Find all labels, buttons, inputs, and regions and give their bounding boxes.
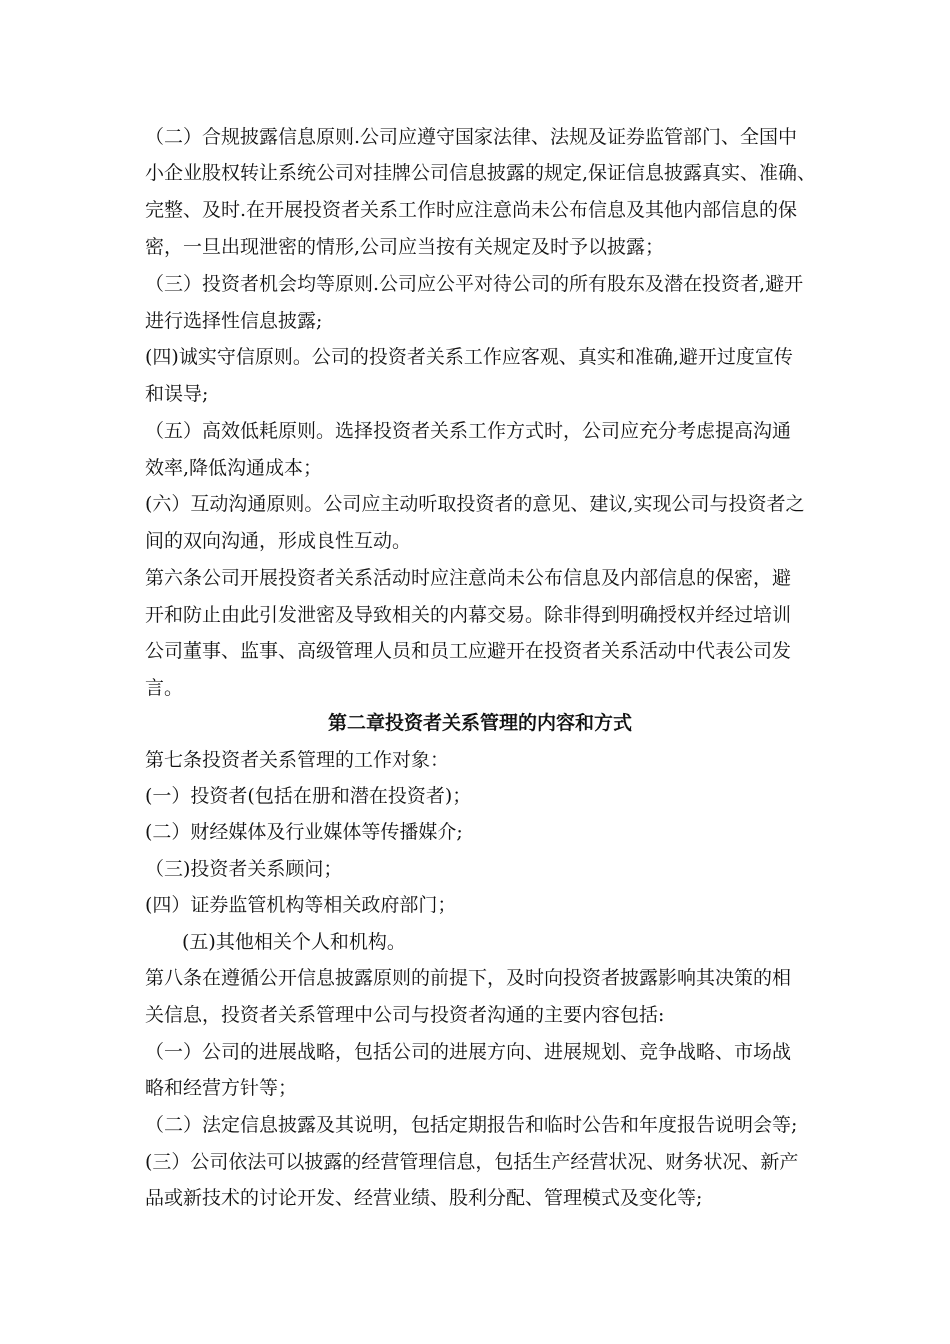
- paragraph-line: 进行选择性信息披露;: [145, 310, 323, 332]
- paragraph-line: 小企业股权转让系统公司对挂牌公司信息披露的规定,保证信息披露真实、准确、: [145, 162, 817, 184]
- paragraph-line: 和误导;: [145, 383, 209, 405]
- paragraph-line: (三）公司依法可以披露的经营管理信息，包括生产经营状况、财务状况、新产: [145, 1151, 799, 1173]
- paragraph-line: 第六条公司开展投资者关系活动时应注意尚未公布信息及内部信息的保密，避: [145, 567, 792, 589]
- paragraph-line: 效率,降低沟通成本；: [145, 457, 323, 479]
- paragraph-line: 关信息，投资者关系管理中公司与投资者沟通的主要内容包括:: [145, 1004, 665, 1026]
- paragraph-line: （二）法定信息披露及其说明，包括定期报告和临时公告和年度报告说明会等;: [145, 1114, 798, 1136]
- paragraph-line: (二）财经媒体及行业媒体等传播媒介;: [145, 821, 463, 843]
- paragraph-line: (五)其他相关个人和机构。: [182, 931, 406, 953]
- paragraph-line: 开和防止由此引发泄密及导致相关的内幕交易。除非得到明确授权并经过培训: [145, 604, 792, 626]
- paragraph-line: （三)投资者关系顾问；: [145, 858, 343, 880]
- paragraph-line: （三）投资者机会均等原则.公司应公平对待公司的所有股东及潜在投资者,避开: [145, 273, 804, 295]
- paragraph-line: 言。: [145, 677, 184, 699]
- paragraph-line: (四)诚实守信原则。公司的投资者关系工作应客观、真实和准确,避开过度宣传: [145, 346, 793, 368]
- paragraph-line: (一）投资者(包括在册和潜在投资者)；: [145, 785, 472, 807]
- paragraph-line: (四）证券监管机构等相关政府部门；: [145, 894, 457, 916]
- paragraph-line: （二）合规披露信息原则.公司应遵守国家法律、法规及证券监管部门、全国中: [145, 126, 798, 148]
- chapter-heading: 第二章投资者关系管理的内容和方式: [327, 712, 632, 734]
- paragraph-line: 完整、及时.在开展投资者关系工作时应注意尚未公布信息及其他内部信息的保: [145, 199, 798, 221]
- paragraph-line: (六）互动沟通原则。公司应主动听取投资者的意见、建议,实现公司与投资者之: [145, 493, 805, 515]
- paragraph-line: 品或新技术的讨论开发、经营业绩、股利分配、管理模式及变化等;: [145, 1187, 703, 1209]
- paragraph-line: 第八条在遵循公开信息披露原则的前提下，及时向投资者披露影响其决策的相: [145, 967, 792, 989]
- paragraph-line: 密，一旦出现泄密的情形,公司应当按有关规定及时予以披露；: [145, 236, 665, 258]
- paragraph-line: （五）高效低耗原则。选择投资者关系工作方式时，公司应充分考虑提高沟通: [145, 420, 792, 442]
- paragraph-line: （一）公司的进展战略，包括公司的进展方向、进展规划、竞争战略、市场战: [145, 1041, 792, 1063]
- paragraph-line: 第七条投资者关系管理的工作对象：: [145, 749, 450, 771]
- paragraph-line: 间的双向沟通，形成良性互动。: [145, 530, 412, 552]
- paragraph-line: 公司董事、监事、高级管理人员和员工应避开在投资者关系活动中代表公司发: [145, 640, 792, 662]
- paragraph-line: 略和经营方针等；: [145, 1077, 298, 1099]
